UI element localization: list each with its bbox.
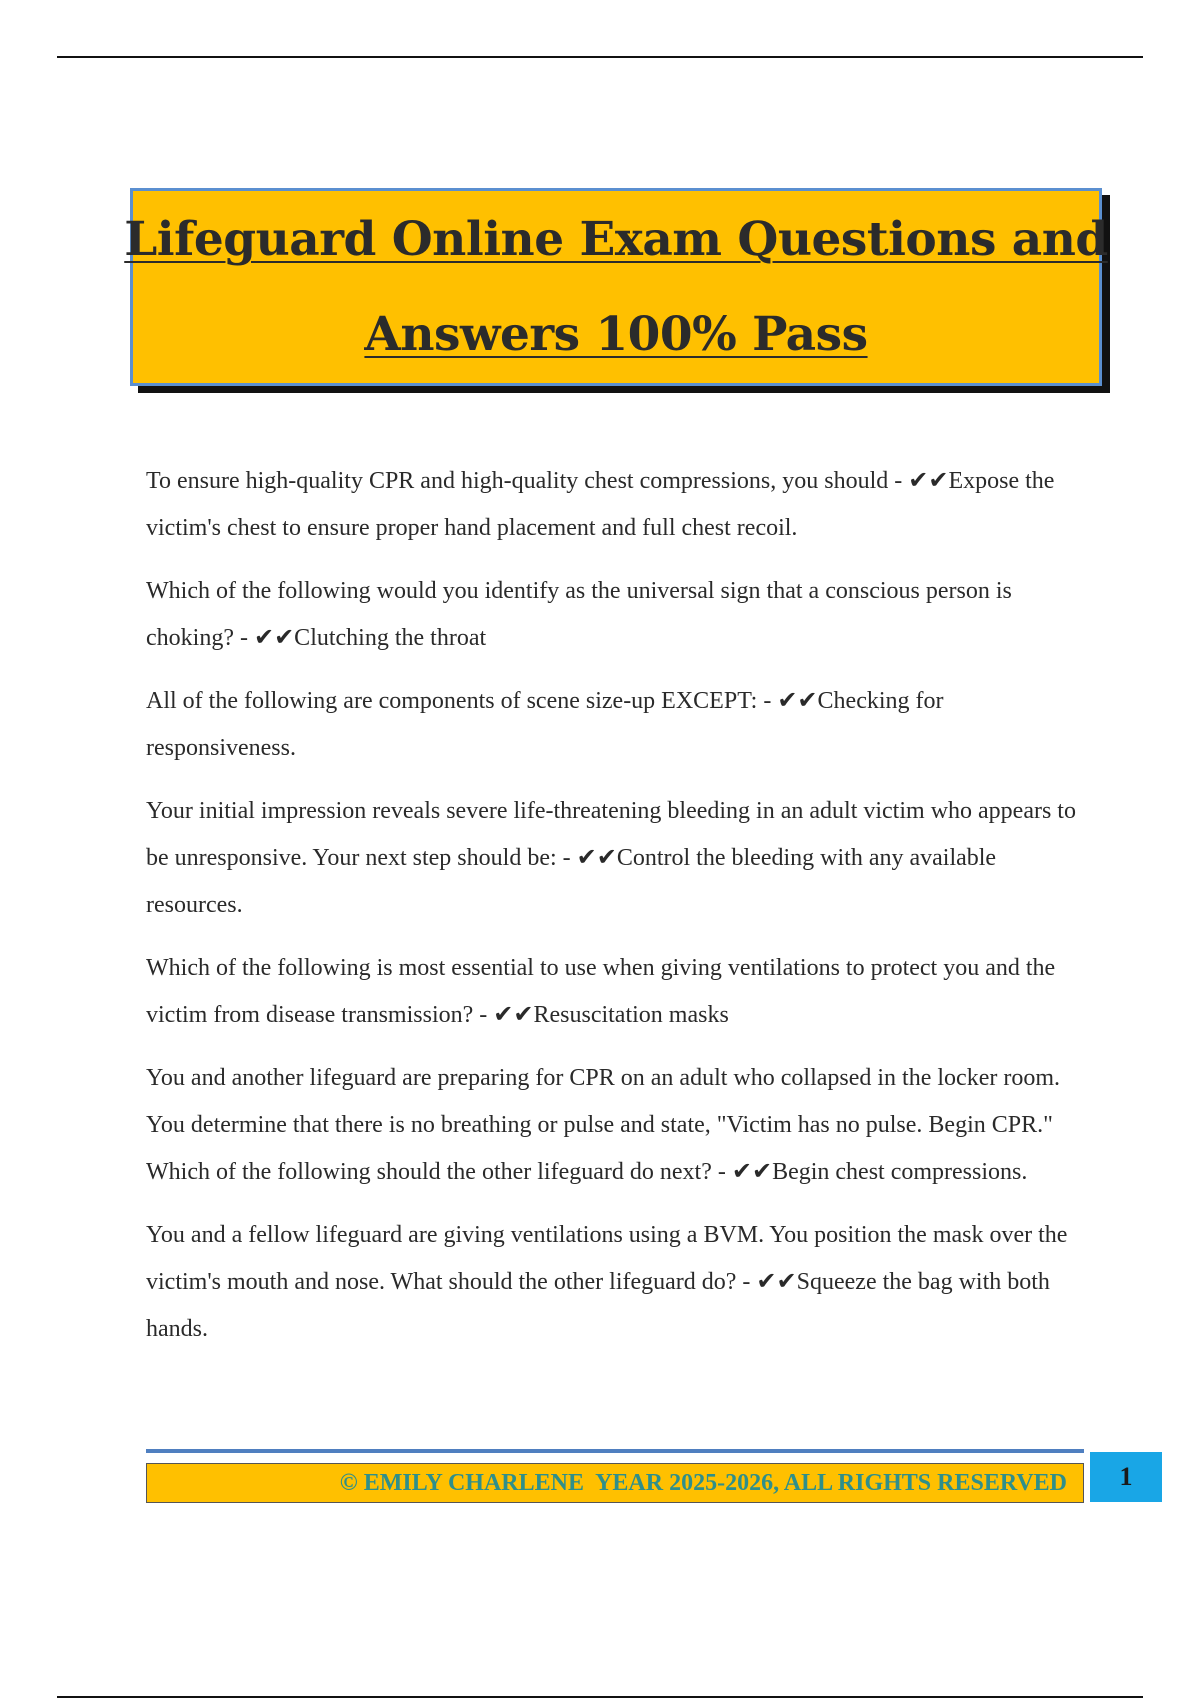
qa-item-3: All of the following are components of scene size-up EXCEPT: - ✔✔Checking for responsiveness. (146, 688, 944, 761)
page-number-box (1090, 1452, 1162, 1502)
page-number: 1 (1119, 1462, 1133, 1491)
title-box (124, 188, 1108, 386)
title-line-2: Answers 100% Pass (364, 307, 868, 362)
top-rule (57, 56, 1143, 58)
footer-copyright: © EMILY CHARLENE YEAR 2025-2026, ALL RIGHTS RESERVED (339, 1469, 1067, 1496)
footer-banner (146, 1463, 1084, 1503)
qa-item-7: You and a fellow lifeguard are giving ventilations using a BVM. You position the mask over the victim's mouth and nose. What should the other lifeguard do? - ✔✔Squeeze the bag with both hands. (146, 1222, 1068, 1342)
footer-bar (146, 1449, 1084, 1503)
qa-item-4: Your initial impression reveals severe life-threatening bleeding in an adult victim who appears to be unresponsive. Your next step should be: - ✔✔Control the bleeding with any available resources. (146, 798, 1076, 918)
qa-item-2: Which of the following would you identify as the universal sign that a conscious person is choking? - ✔✔Clutching the throat (146, 578, 1012, 651)
qa-item-5: Which of the following is most essential to use when giving ventilations to protect you and the victim from disease transmission? - ✔✔Resuscitation masks (146, 955, 1056, 1028)
qa-item-1: To ensure high-quality CPR and high-quality chest compressions, you should - ✔✔Expose the victim's chest to ensure proper hand placement and full chest recoil. (146, 468, 1055, 541)
qa-content (146, 458, 1096, 1369)
title-line-1: Lifeguard Online Exam Questions and (124, 212, 1108, 267)
qa-item-6: You and another lifeguard are preparing for CPR on an adult who collapsed in the locker room. You determine that there is no breathing or pulse and state, "Victim has no pulse. Begin CPR." Which of the following should the other lifeguard do next? - ✔✔Begin chest compressions. (146, 1065, 1060, 1185)
bottom-rule (57, 1696, 1143, 1698)
